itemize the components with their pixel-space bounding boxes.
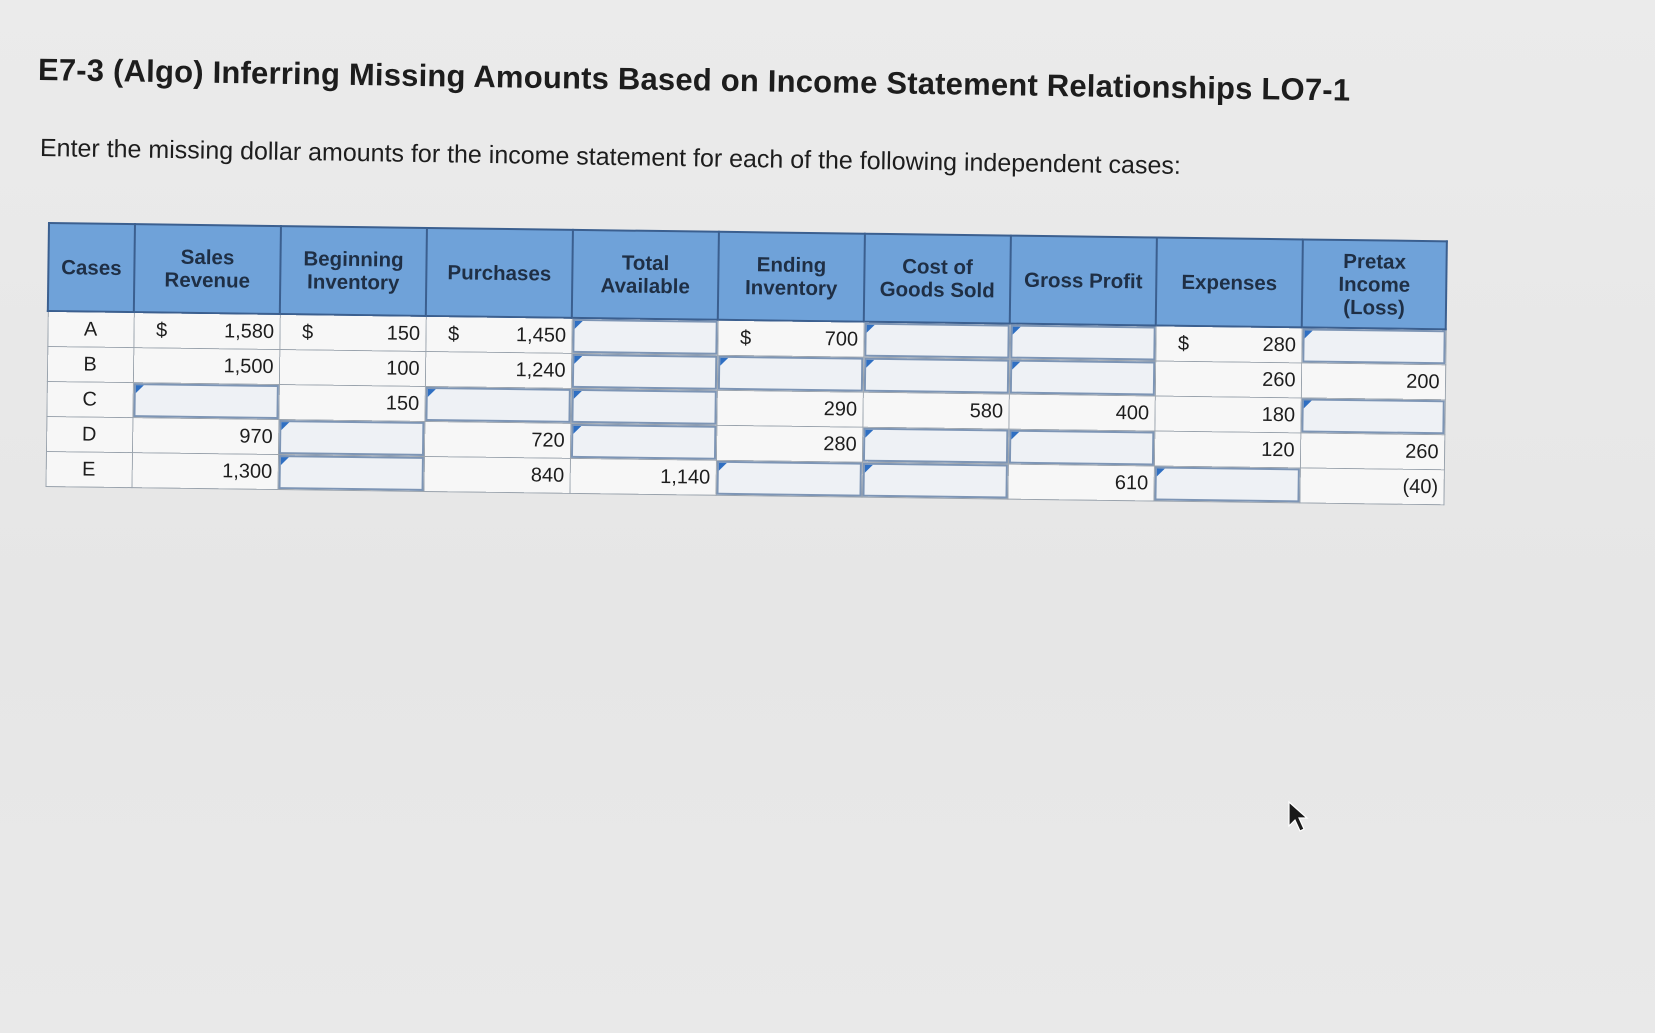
total-available-input[interactable] — [571, 353, 717, 390]
total-available-input[interactable] — [570, 423, 716, 460]
header-purchases: Purchases — [426, 228, 573, 318]
beginning-inventory-cell: 150 — [278, 385, 424, 422]
gross-profit-cell: 610 — [1007, 464, 1153, 501]
sales-revenue-cell: 970 — [132, 418, 278, 455]
cost-of-goods-sold-input[interactable] — [861, 462, 1007, 499]
expenses-cell: $ 280 — [1155, 326, 1301, 363]
header-pretax-income: Pretax Income (Loss) — [1302, 239, 1447, 329]
case-label: E — [46, 451, 132, 487]
case-label: A — [47, 311, 133, 348]
header-ending-inventory: Ending Inventory — [718, 232, 865, 322]
header-cost-of-goods-sold: Cost of Goods Sold — [864, 234, 1011, 324]
gross-profit-input[interactable] — [1009, 324, 1155, 361]
header-cases: Cases — [48, 223, 135, 312]
gross-profit-cell: 400 — [1008, 394, 1154, 431]
ending-inventory-input[interactable] — [715, 460, 861, 497]
sales-revenue-input[interactable] — [132, 383, 278, 420]
currency-symbol: $ — [301, 321, 314, 344]
pretax-income-input[interactable] — [1300, 398, 1444, 435]
sales-revenue-cell: 1,300 — [132, 453, 278, 490]
sales-revenue-cell: 1,500 — [133, 348, 279, 385]
purchases-cell: 1,240 — [425, 351, 571, 388]
header-expenses: Expenses — [1156, 238, 1303, 328]
pretax-income-input[interactable] — [1301, 327, 1445, 364]
gross-profit-input[interactable] — [1009, 359, 1155, 396]
ending-inventory-cell: 280 — [716, 425, 862, 462]
header-sales-revenue: Sales Revenue — [134, 224, 281, 314]
beginning-inventory-input[interactable] — [278, 455, 424, 492]
case-label: D — [46, 416, 132, 452]
cost-of-goods-sold-input[interactable] — [863, 357, 1009, 394]
cost-of-goods-sold-input[interactable] — [863, 322, 1009, 359]
gross-profit-input[interactable] — [1008, 429, 1154, 466]
cost-of-goods-sold-cell: 580 — [862, 392, 1008, 429]
income-statement-table-wrapper — [45, 222, 1448, 505]
purchases-cell: $ 1,450 — [425, 316, 571, 353]
question-sheet — [37, 52, 1508, 498]
expenses-input[interactable] — [1153, 466, 1299, 503]
ending-inventory-input[interactable] — [717, 355, 863, 392]
header-total-available: Total Available — [572, 230, 719, 320]
total-available-input[interactable] — [570, 388, 716, 425]
sales-revenue-cell: $ 1,580 — [133, 312, 279, 349]
pretax-income-cell: (40) — [1299, 468, 1443, 505]
purchases-cell: 840 — [424, 456, 570, 493]
expenses-cell: 180 — [1154, 396, 1300, 433]
case-label: C — [46, 381, 132, 417]
instructions: Enter the missing dollar amounts for the income statement for each of the following independent cases: — [39, 134, 1182, 180]
header-beginning-inventory: Beginning Inventory — [280, 226, 427, 316]
mouse-pointer-icon — [1287, 800, 1309, 834]
ending-inventory-cell: $ 700 — [717, 320, 863, 357]
currency-symbol: $ — [155, 319, 168, 342]
beginning-inventory-cell: 100 — [279, 350, 425, 387]
purchases-cell: 720 — [424, 421, 570, 458]
header-gross-profit: Gross Profit — [1010, 236, 1157, 326]
page-title: E7-3 (Algo) Inferring Missing Amounts Based on Income Statement Relationships LO7-1 — [37, 52, 1351, 108]
purchases-input[interactable] — [424, 386, 570, 423]
pretax-income-cell: 200 — [1301, 363, 1445, 400]
total-available-cell: 1,140 — [569, 458, 715, 495]
currency-symbol: $ — [1177, 332, 1190, 355]
ending-inventory-cell: 290 — [716, 390, 862, 427]
total-available-input[interactable] — [571, 318, 717, 355]
currency-symbol: $ — [739, 327, 752, 350]
expenses-cell: 120 — [1154, 431, 1300, 468]
cost-of-goods-sold-input[interactable] — [862, 427, 1008, 464]
expenses-cell: 260 — [1155, 361, 1301, 398]
income-statement-table — [45, 222, 1448, 505]
currency-symbol: $ — [447, 323, 460, 346]
pretax-income-cell: 260 — [1300, 433, 1444, 470]
beginning-inventory-cell: $ 150 — [279, 314, 425, 351]
case-label: B — [47, 347, 133, 383]
beginning-inventory-input[interactable] — [278, 420, 424, 457]
